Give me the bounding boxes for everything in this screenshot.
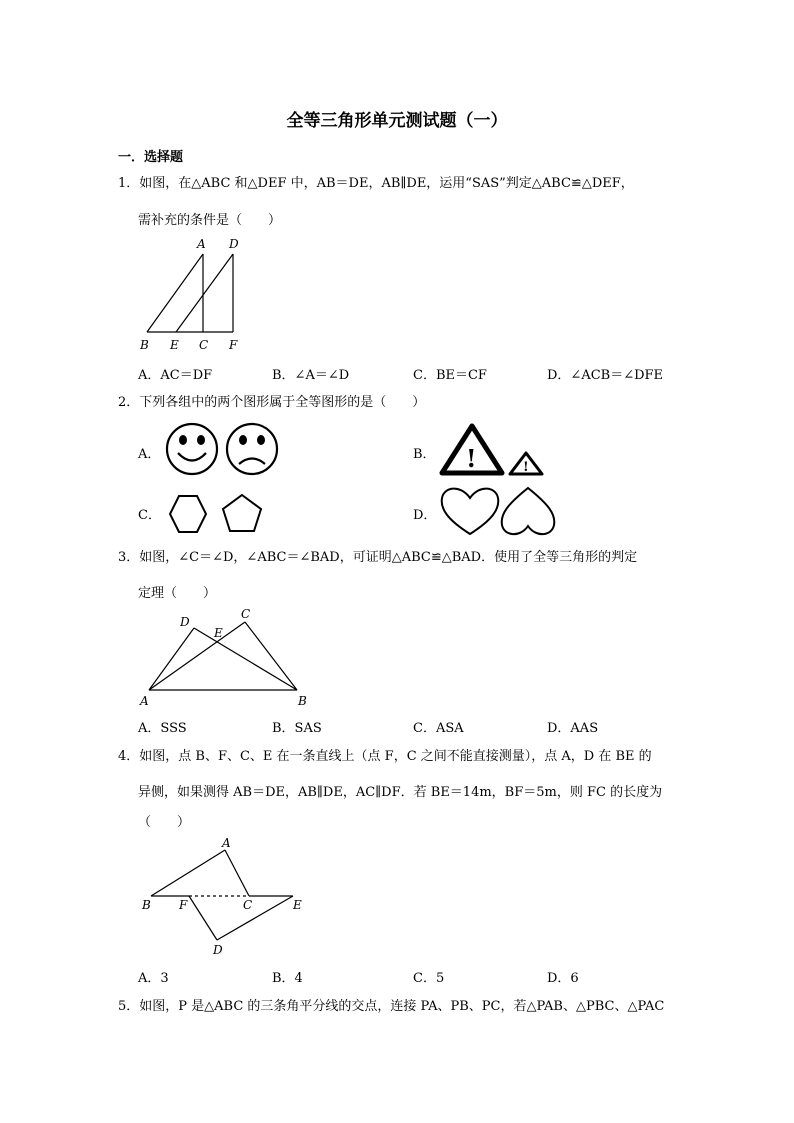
q4-figure — [135, 834, 315, 960]
q1-line-ab — [147, 254, 203, 332]
q3-label-c: C — [241, 607, 251, 621]
q3-label-d: D — [180, 615, 190, 629]
q3-line-ac — [149, 622, 245, 690]
q1-line-de — [176, 254, 233, 332]
q1-label-d: D — [229, 237, 239, 251]
exclaim-small: ! — [523, 460, 529, 475]
q2-option-c-label[interactable]: C． — [138, 508, 161, 523]
q1-label-e: E — [170, 338, 179, 352]
q2-option-a-figure — [162, 420, 286, 478]
q3-option-a[interactable]: A．SSS — [138, 721, 187, 736]
q3-option-c[interactable]: C．ASA — [413, 721, 464, 736]
q2-text-line1: 2．下列各组中的两个图形属于全等图形的是（ ） — [118, 395, 426, 410]
heart-shape-inverted — [502, 488, 555, 534]
q2-option-d-label[interactable]: D． — [413, 508, 437, 523]
q4-label-b: B — [142, 898, 151, 912]
q4-line-ba — [151, 850, 225, 896]
exclaim-large: ! — [466, 444, 477, 473]
q1-text-line2: 需补充的条件是（ ） — [138, 213, 282, 228]
q4-line-de — [217, 896, 293, 940]
pentagon-shape — [223, 495, 261, 531]
q2-option-b-label[interactable]: B． — [413, 447, 436, 462]
q5-text-line1: 5．如图，P 是△ABC 的三条角平分线的交点，连接 PA、PB、PC，若△PAB、△PBC、△PAC — [118, 999, 665, 1014]
q2-option-c-figure — [162, 490, 274, 538]
q1-option-c[interactable]: C．BE＝CF — [413, 368, 487, 383]
q4-label-c: C — [243, 898, 253, 912]
smile-mouth — [178, 453, 206, 461]
smiley-face-icon — [167, 424, 217, 474]
q3-label-a: A — [140, 694, 149, 708]
q4-label-e: E — [293, 898, 302, 912]
q3-option-b[interactable]: B．SAS — [272, 721, 322, 736]
q1-option-b[interactable]: B．∠A＝∠D — [272, 368, 350, 383]
q4-text-line2: 异侧，如果测得 AB＝DE，AB∥DE，AC∥DF．若 BE＝14m，BF＝5m，则 FC 的长度为 — [138, 785, 663, 800]
q1-label-b: B — [140, 338, 149, 352]
q3-label-e: E — [214, 626, 223, 640]
q2-option-d-figure — [438, 484, 560, 540]
frown-mouth — [239, 459, 265, 465]
section-heading: 一．选择题 — [118, 150, 184, 165]
q3-option-d[interactable]: D．AAS — [547, 721, 599, 736]
q4-option-d[interactable]: D．6 — [547, 971, 579, 986]
q4-label-d: D — [213, 943, 223, 957]
heart-shape-upright — [442, 489, 499, 534]
q1-option-d[interactable]: D．∠ACB＝∠DFE — [547, 368, 664, 383]
q3-line-ad — [149, 628, 194, 690]
q1-label-c: C — [199, 338, 209, 352]
q4-text-line3: （ ） — [138, 815, 191, 830]
q3-figure — [135, 604, 315, 708]
q4-label-a: A — [222, 836, 231, 850]
q3-line-db — [194, 628, 297, 690]
q4-text-line1: 4．如图，点 B、F、C、E 在一条直线上（点 F，C 之间不能直接测量），点 A，D 在 BE 的 — [118, 749, 652, 764]
q1-label-f: F — [229, 338, 238, 352]
q1-option-a[interactable]: A．AC＝DF — [138, 368, 213, 383]
q3-line-cb — [245, 622, 297, 690]
q2-option-a-label[interactable]: A． — [138, 447, 161, 462]
page-title: 全等三角形单元测试题（一） — [286, 111, 508, 131]
q3-label-b: B — [298, 694, 307, 708]
q3-text-line1: 3．如图，∠C＝∠D，∠ABC＝∠BAD，可证明△ABC≌△BAD．使用了全等三角形的判定 — [118, 550, 638, 565]
q3-text-line2: 定理（ ） — [138, 586, 217, 601]
q1-text-line1: 1．如图，在△ABC 和△DEF 中，AB＝DE，AB∥DE，运用“SAS”判定△ABC≌△DEF， — [118, 176, 634, 191]
q4-line-fd — [189, 896, 217, 940]
hexagon-shape — [170, 496, 206, 532]
q2-option-b-figure — [438, 420, 550, 480]
frowny-face-icon — [227, 424, 277, 474]
q4-option-b[interactable]: B．4 — [272, 971, 303, 986]
q4-option-a[interactable]: A．3 — [138, 971, 169, 986]
q4-option-c[interactable]: C．5 — [413, 971, 445, 986]
q4-label-f: F — [179, 898, 188, 912]
q1-label-a: A — [197, 237, 206, 251]
q4-line-ac — [225, 850, 249, 896]
q1-figure — [130, 232, 260, 354]
